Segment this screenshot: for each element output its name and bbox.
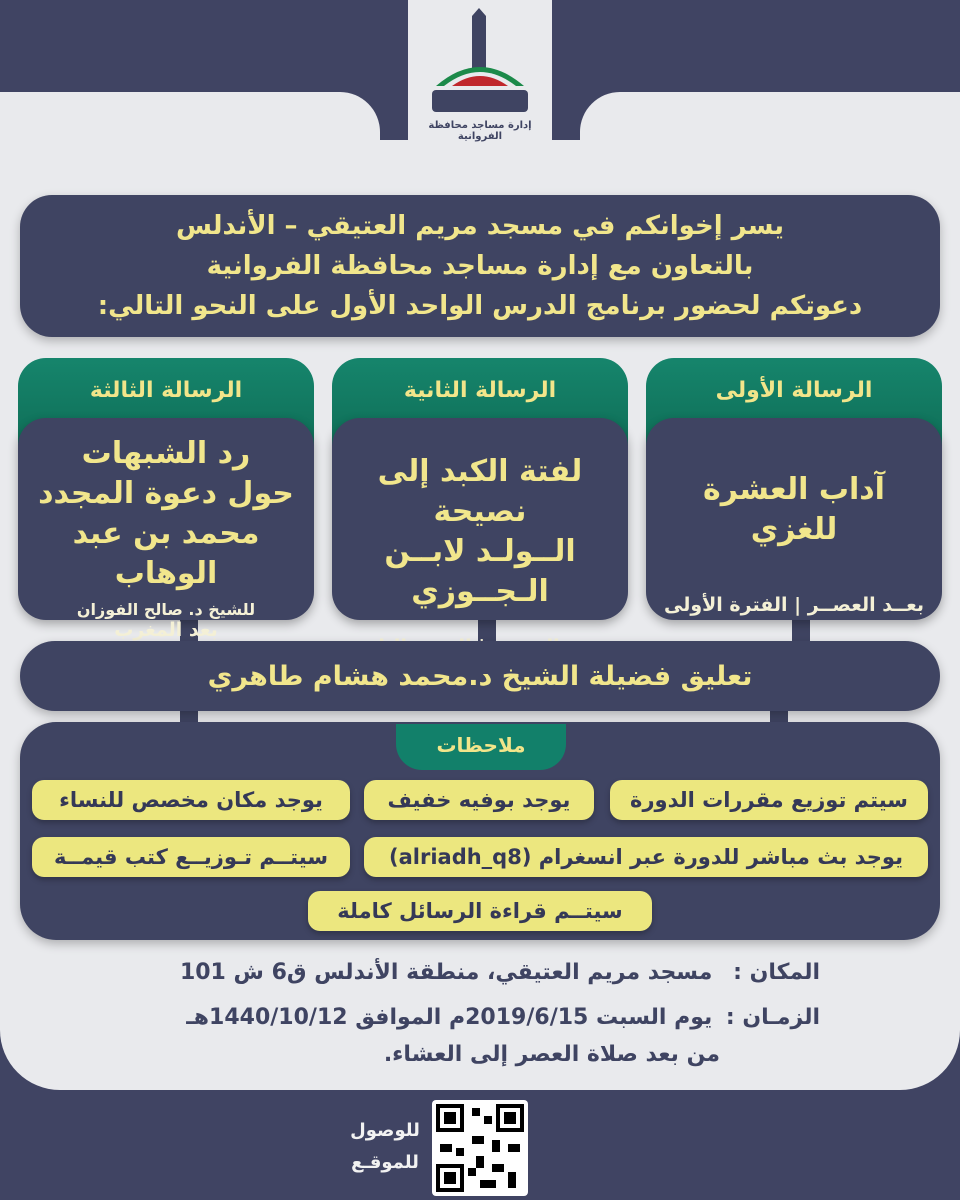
card-title-line-1: رد الشبهات — [81, 436, 251, 471]
card-body — [18, 418, 314, 641]
intro-line-1: يسر إخوانكم في مسجد مريم العتيقي – الأندلس — [175, 211, 785, 241]
card-header: الرسالة الثالثة — [18, 358, 314, 448]
note-item: سيتــم قراءة الرسائل كاملة — [308, 891, 652, 931]
note-item: يوجد مكان مخصص للنساء — [32, 780, 350, 820]
card-title: آداب العشرة للغزي — [703, 472, 885, 547]
card-time: بعد المغرب — [114, 619, 218, 641]
time-value: يوم السبت 2019/6/15م الموافق 1440/10/12هـ — [186, 1005, 713, 1030]
qr-label-line-2: للموقـع — [351, 1152, 419, 1173]
card-header: الرسالة الثانية — [332, 358, 628, 448]
place-row — [180, 960, 820, 985]
card-title-line-2: حول دعوة المجدد — [38, 476, 294, 511]
card-time: بعــد العصــر | الفترة الأولى — [663, 594, 925, 616]
notes-title: ملاحظات — [396, 724, 566, 770]
comment-box — [20, 641, 940, 711]
place-value: مسجد مريم العتيقي، منطقة الأندلس ق6 ش 101 — [179, 960, 713, 985]
card-header: الرسالة الأولى — [646, 358, 942, 448]
note-item: يوجد بث مباشر للدورة عبر انسغرام (alriadh_q8) — [364, 837, 928, 877]
time-row-2 — [384, 1042, 720, 1067]
intro-line-3: دعوتكم لحضور برنامج الدرس الواحد الأول على النحو التالي: — [97, 291, 863, 321]
time-value-2: من بعد صلاة العصر إلى العشاء. — [383, 1042, 720, 1067]
card-body — [646, 418, 942, 620]
qr-code[interactable] — [432, 1100, 528, 1196]
intro-box — [20, 195, 940, 337]
card-title-line-1: لفتة الكبد إلى نصيحة — [377, 454, 583, 529]
note-item: سيتــم تـوزيــع كتب قيمــة — [32, 837, 350, 877]
time-label: الزمـان : — [725, 1005, 820, 1030]
card-author: للشيخ د. صالح الفوزان — [76, 600, 256, 619]
mosque-logo-icon — [418, 8, 542, 118]
card-title-line-2: الــولـد لابــن الـجــوزي — [384, 534, 576, 609]
comment-text: تعليق فضيلة الشيخ د.محمد هشام طاهري — [207, 660, 753, 692]
logo-subtitle: إدارة مساجد محافظة الفروانية — [428, 120, 532, 142]
card-title-line-3: محمد بن عبد الوهاب — [72, 516, 260, 591]
place-label: المكان : — [733, 960, 820, 985]
logo — [418, 8, 542, 158]
note-item: سيتم توزيع مقررات الدورة — [610, 780, 928, 820]
intro-line-2: بالتعاون مع إدارة مساجد محافظة الفروانية — [206, 251, 754, 281]
note-item: يوجد بوفيه خفيف — [364, 780, 594, 820]
card-body — [332, 418, 628, 620]
card-second-message — [332, 358, 628, 620]
qr-label-line-1: للوصول — [350, 1120, 420, 1141]
qr-code-icon — [432, 1100, 528, 1196]
card-third-message — [18, 358, 314, 641]
card-first-message — [646, 358, 942, 620]
time-row — [186, 1005, 820, 1030]
